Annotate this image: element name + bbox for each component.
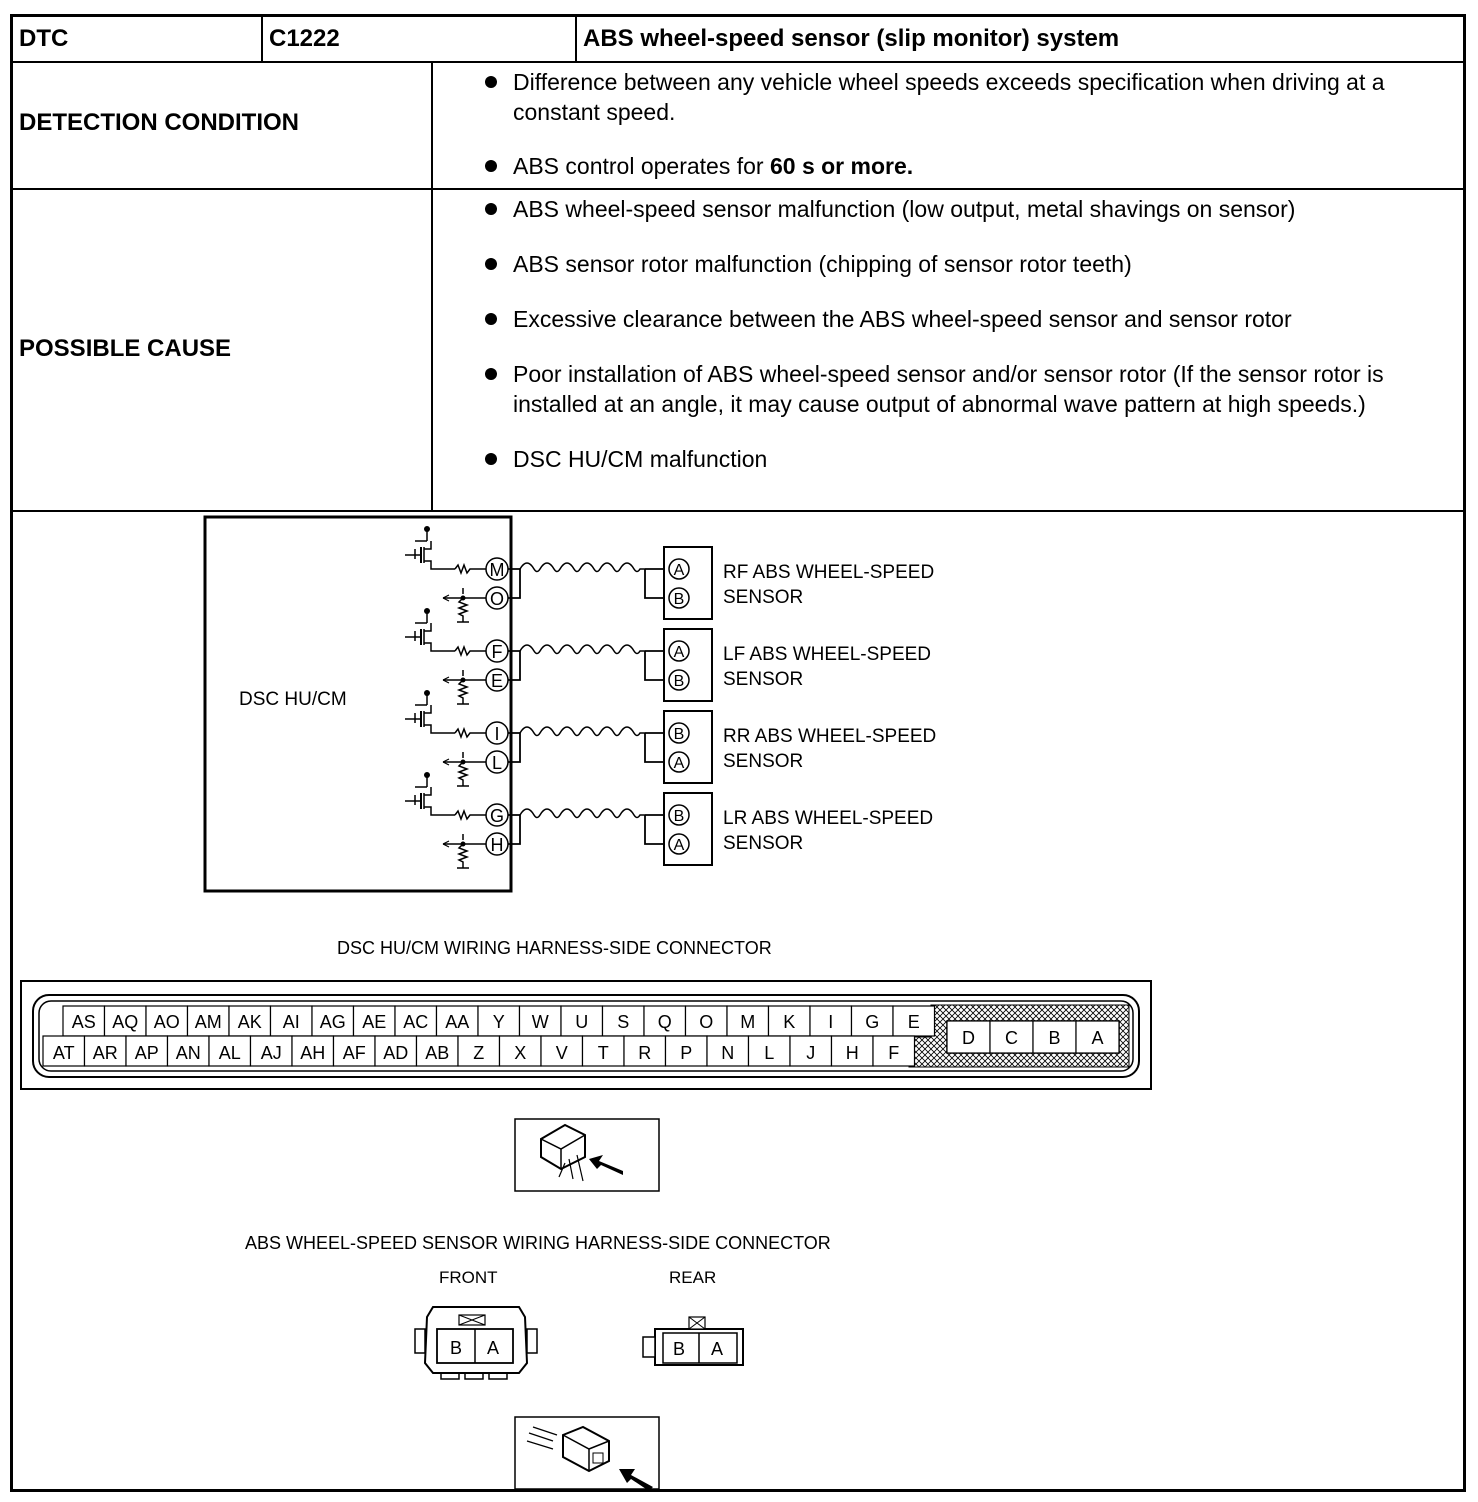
dsc-pin-label: AO — [153, 1012, 180, 1032]
rear-label: REAR — [669, 1268, 717, 1287]
sensor-name: SENSOR — [723, 751, 804, 772]
rear-pin-b: B — [673, 1339, 686, 1359]
dsc-pin-label: X — [514, 1043, 527, 1063]
sensor-name: LR ABS WHEEL-SPEED — [723, 808, 934, 829]
dsc-pin-label: AL — [218, 1043, 241, 1063]
dsc-pin-label: L — [764, 1043, 775, 1063]
dsc-pin-label: W — [531, 1012, 549, 1032]
wiring-diagram — [13, 17, 1463, 1489]
dsc-pin-label: AI — [282, 1012, 300, 1032]
dsc-pin-label: AP — [134, 1043, 159, 1063]
rear-connector — [643, 1317, 743, 1365]
dsc-connector-title: DSC HU/CM WIRING HARNESS-SIDE CONNECTOR — [337, 938, 772, 958]
front-connector — [415, 1307, 537, 1379]
dsc-power-pin-label: D — [962, 1028, 975, 1048]
dsc-pin-label: AD — [383, 1043, 409, 1063]
dsc-pin-label: AB — [425, 1043, 450, 1063]
sensor-name: SENSOR — [723, 587, 804, 608]
sensor-circuits — [405, 526, 936, 868]
dsc-power-pin-label: C — [1005, 1028, 1018, 1048]
sensor-name: SENSOR — [723, 833, 804, 854]
sensor-name: SENSOR — [723, 669, 804, 690]
dsc-pin-label: AC — [403, 1012, 429, 1032]
rear-pin-a: A — [711, 1339, 724, 1359]
dsc-pin-label: K — [783, 1012, 796, 1032]
sensor-circuit — [405, 690, 936, 786]
sensor-box — [664, 711, 712, 783]
module-pin-label: E — [490, 671, 504, 691]
module-pin-label: I — [494, 724, 500, 744]
module-pin-label: M — [489, 560, 505, 580]
sensor-circuit — [405, 772, 933, 868]
twisted-pair — [520, 563, 645, 572]
dsc-pin-label: M — [740, 1012, 756, 1032]
cause-label: POSSIBLE CAUSE — [19, 335, 232, 362]
cause-item-text: ABS sensor rotor malfunction (chipping of sensor rotor teeth) — [513, 251, 1132, 277]
dsc-pin-label: V — [555, 1043, 568, 1063]
sensor-name: RR ABS WHEEL-SPEED — [723, 726, 937, 747]
dsc-pin-label: AG — [319, 1012, 346, 1032]
dsc-pin-label: Z — [473, 1043, 485, 1063]
front-pin-a: A — [487, 1338, 500, 1358]
dsc-pin-label: Y — [492, 1012, 505, 1032]
sensor-terminal: A — [673, 755, 685, 772]
cause-item-text: DSC HU/CM malfunction — [513, 446, 768, 472]
sensor-terminal: B — [673, 726, 685, 743]
dsc-pin-label: AJ — [260, 1043, 282, 1063]
sensor-terminal: A — [673, 837, 685, 854]
dsc-pin-label: AQ — [112, 1012, 139, 1032]
dsc-pin-label: AN — [175, 1043, 201, 1063]
dsc-pin-label: T — [597, 1043, 609, 1063]
connector-harness-side-icon — [515, 1119, 659, 1191]
module-pin-label: H — [490, 835, 504, 855]
front-pin-b: B — [450, 1338, 463, 1358]
sensor-box — [664, 793, 712, 865]
dsc-pin-label: J — [806, 1043, 816, 1063]
module-pin-label: G — [489, 806, 505, 826]
dsc-pin-label: N — [721, 1043, 735, 1063]
dsc-pin-label: AH — [300, 1043, 326, 1063]
dsc-pin-label: AR — [92, 1043, 118, 1063]
dtc-code: C1222 — [269, 25, 340, 52]
dsc-power-pin-label: B — [1048, 1028, 1061, 1048]
dsc-pin-label: AA — [445, 1012, 470, 1032]
dsc-module-label: DSC HU/CM — [239, 689, 347, 710]
twisted-pair — [520, 809, 645, 818]
sensor-terminal: B — [673, 591, 685, 608]
twisted-pair — [520, 645, 645, 654]
dsc-pin-label: AK — [237, 1012, 262, 1032]
dsc-pin-label: O — [699, 1012, 714, 1032]
dsc-pin-label: AM — [194, 1012, 222, 1032]
dtc-title: ABS wheel-speed sensor (slip monitor) system — [583, 25, 1120, 52]
sensor-terminal: A — [673, 644, 685, 661]
sensor-name: RF ABS WHEEL-SPEED — [723, 562, 935, 583]
dsc-pin-label: S — [617, 1012, 630, 1032]
dsc-pin-label: E — [907, 1012, 920, 1032]
detection-item-text: Difference between any vehicle wheel speeds exceeds specification when driving at a constant speed. — [513, 69, 1385, 125]
cause-item-text: Poor installation of ABS wheel-speed sensor and/or sensor rotor (If the sensor rotor is installed at an angle, it may cause output of abnormal wave pattern at high speeds.) — [513, 361, 1384, 417]
module-pin-label: O — [489, 589, 505, 609]
dtc-label: DTC — [19, 25, 69, 52]
dsc-pin-label: I — [828, 1012, 834, 1032]
dtc-sheet — [10, 14, 1466, 1492]
dsc-pin-label: AS — [71, 1012, 96, 1032]
detection-item-text: ABS control operates for — [513, 153, 770, 179]
dsc-pin-label: AF — [342, 1043, 366, 1063]
dsc-power-pin-label: A — [1091, 1028, 1104, 1048]
module-pin-label: F — [491, 642, 503, 662]
dsc-pin-label: G — [865, 1012, 880, 1032]
twisted-pair — [520, 727, 645, 736]
module-pin-label: L — [491, 753, 503, 773]
dsc-pin-label: U — [575, 1012, 589, 1032]
sensor-box — [664, 547, 712, 619]
detection-bold-duration: 60 s or more. — [769, 153, 914, 179]
dsc-pin-label: Q — [657, 1012, 672, 1032]
dsc-pin-label: P — [680, 1043, 693, 1063]
dsc-pin-label: R — [638, 1043, 652, 1063]
sensor-circuit — [405, 608, 931, 704]
sensor-circuit — [405, 526, 934, 622]
detection-label: DETECTION CONDITION — [19, 109, 299, 136]
abs-connector-title: ABS WHEEL-SPEED SENSOR WIRING HARNESS-SIDE CONNECTOR — [245, 1233, 831, 1253]
sensor-box — [664, 629, 712, 701]
dsc-pin-label: F — [888, 1043, 900, 1063]
dsc-pin-label: AE — [362, 1012, 387, 1032]
sensor-terminal: B — [673, 673, 685, 690]
sensor-terminal: A — [673, 562, 685, 579]
sensor-terminal: B — [673, 808, 685, 825]
cause-item-text: ABS wheel-speed sensor malfunction (low output, metal shavings on sensor) — [513, 196, 1296, 222]
connector-harness-side-icon — [515, 1417, 659, 1489]
cause-item-text: Excessive clearance between the ABS wheel-speed sensor and sensor rotor — [513, 306, 1292, 332]
sensor-name: LF ABS WHEEL-SPEED — [723, 644, 932, 665]
dsc-pin-label: H — [845, 1043, 859, 1063]
dsc-pin-label: AT — [52, 1043, 75, 1063]
front-label: FRONT — [439, 1268, 498, 1287]
